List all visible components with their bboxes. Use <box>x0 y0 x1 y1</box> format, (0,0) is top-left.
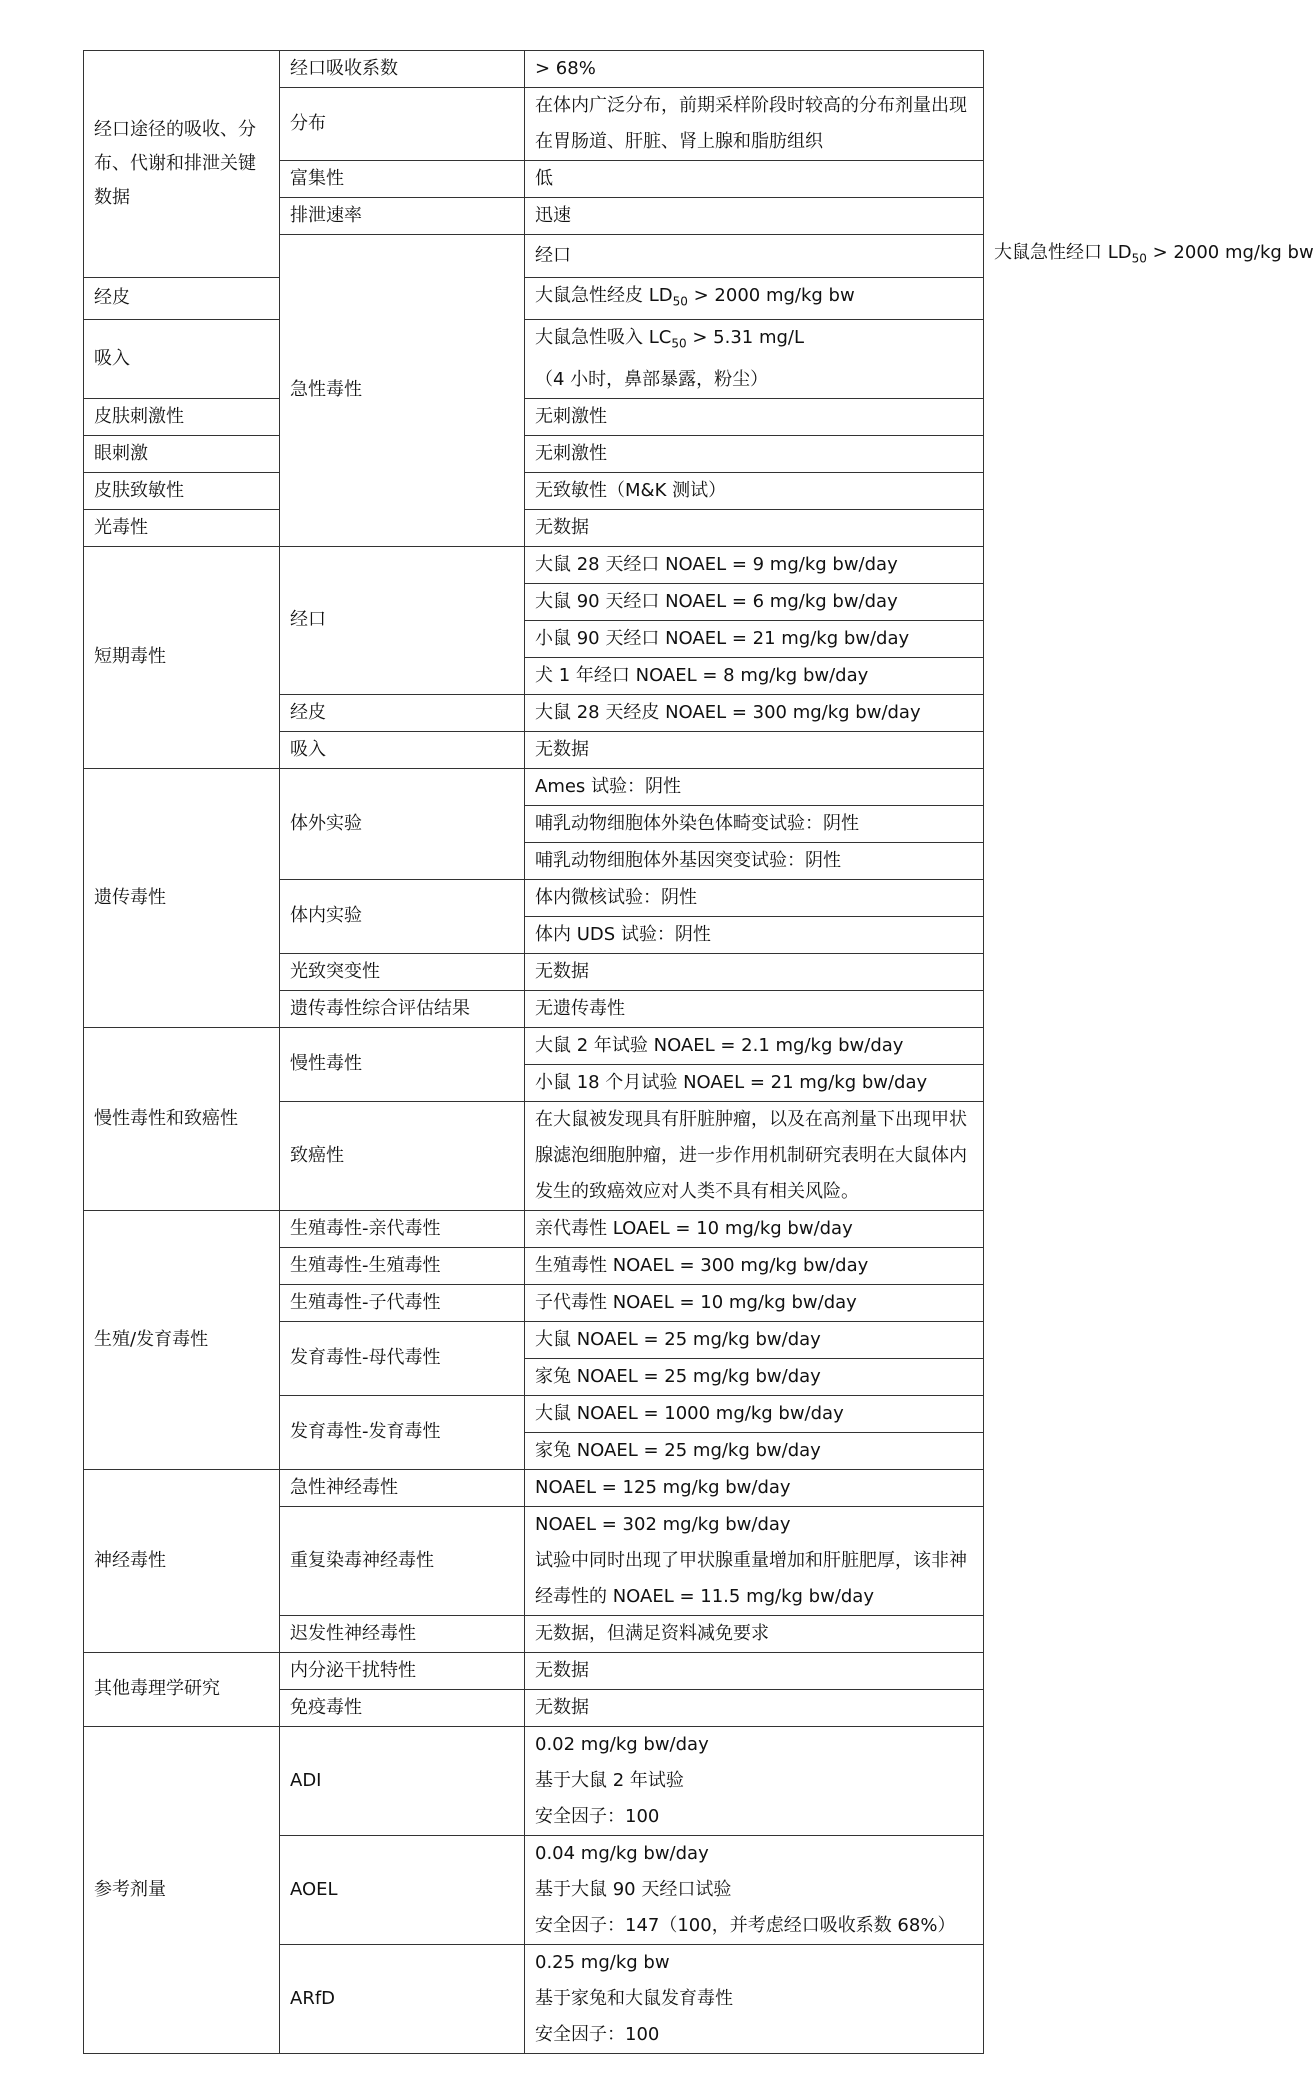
item-cell: 慢性毒性 <box>280 1027 525 1101</box>
item-cell: 重复染毒神经毒性 <box>280 1506 525 1615</box>
value-cell: 小鼠 90 天经口 NOAEL = 21 mg/kg bw/day <box>525 620 984 657</box>
value-cell <box>525 1835 984 1944</box>
value-line: NOAEL = 302 mg/kg bw/day <box>535 1513 791 1535</box>
value-cell <box>525 1506 984 1615</box>
table-row <box>84 1027 984 1064</box>
item-cell: 生殖毒性-亲代毒性 <box>280 1210 525 1247</box>
value-cell <box>525 1726 984 1835</box>
value-cell: 大鼠 2 年试验 NOAEL = 2.1 mg/kg bw/day <box>525 1027 984 1064</box>
value-cell: 家兔 NOAEL = 25 mg/kg bw/day <box>525 1358 984 1395</box>
item-cell: 遗传毒性综合评估结果 <box>280 990 525 1027</box>
item-cell: 体外实验 <box>280 768 525 879</box>
value-line: 安全因子：100 <box>535 2023 660 2045</box>
table-row <box>84 768 984 805</box>
table-row <box>84 472 984 509</box>
value-cell: 体内 UDS 试验：阴性 <box>525 916 984 953</box>
item-cell: AOEL <box>280 1835 525 1944</box>
table-row <box>84 435 984 472</box>
value-line: 0.02 mg/kg bw/day <box>535 1733 709 1755</box>
value-cell: 无数据，但满足资料减免要求 <box>525 1615 984 1652</box>
item-cell: 经口吸收系数 <box>280 51 525 88</box>
value-cell: 无数据 <box>525 1689 984 1726</box>
value-line: 大鼠急性吸入 $LC_{50} > 5.31$ mg/L <box>535 327 805 351</box>
table-row <box>84 1469 984 1506</box>
value-cell: 大鼠 NOAEL = 1000 mg/kg bw/day <box>525 1395 984 1432</box>
item-cell: 内分泌干扰特性 <box>280 1652 525 1689</box>
category-cell: 经口途径的吸收、分布、代谢和排泄关键数据 <box>84 51 280 278</box>
item-cell: 生殖毒性-子代毒性 <box>280 1284 525 1321</box>
category-cell: 参考剂量 <box>84 1726 280 2053</box>
category-cell: 生殖/发育毒性 <box>84 1210 280 1469</box>
item-cell: 吸入 <box>84 320 280 399</box>
table-row <box>84 398 984 435</box>
value-line: 安全因子：100 <box>535 1805 660 1827</box>
value-cell: 哺乳动物细胞体外染色体畸变试验：阴性 <box>525 805 984 842</box>
table-row <box>84 1210 984 1247</box>
category-cell: 遗传毒性 <box>84 768 280 1027</box>
table-row <box>84 546 984 583</box>
item-cell: 皮肤刺激性 <box>84 398 280 435</box>
value-line: 0.25 mg/kg bw <box>535 1951 670 1973</box>
item-cell: 排泄速率 <box>280 198 525 235</box>
item-cell: 发育毒性-母代毒性 <box>280 1321 525 1395</box>
value-cell: 低 <box>525 161 984 198</box>
value-cell: 在体内广泛分布，前期采样阶段时较高的分布剂量出现在胃肠道、肝脏、肾上腺和脂肪组织 <box>525 88 984 161</box>
value-cell: 犬 1 年经口 NOAEL = 8 mg/kg bw/day <box>525 657 984 694</box>
value-cell: 大鼠 90 天经口 NOAEL = 6 mg/kg bw/day <box>525 583 984 620</box>
value-cell <box>525 320 984 399</box>
value-cell: 体内微核试验：阴性 <box>525 879 984 916</box>
item-cell: 急性神经毒性 <box>280 1469 525 1506</box>
table-row <box>84 320 984 399</box>
category-cell: 慢性毒性和致癌性 <box>84 1027 280 1210</box>
value-cell: 家兔 NOAEL = 25 mg/kg bw/day <box>525 1432 984 1469</box>
table-row <box>84 1652 984 1689</box>
value-cell: NOAEL = 125 mg/kg bw/day <box>525 1469 984 1506</box>
item-cell: 光毒性 <box>84 509 280 546</box>
item-cell: 富集性 <box>280 161 525 198</box>
item-cell: 经皮 <box>84 277 280 320</box>
table-row <box>84 509 984 546</box>
value-cell: 无遗传毒性 <box>525 990 984 1027</box>
table-row <box>84 51 984 88</box>
item-cell: ADI <box>280 1726 525 1835</box>
value-cell: 在大鼠被发现具有肝脏肿瘤，以及在高剂量下出现甲状腺滤泡细胞肿瘤，进一步作用机制研究表明在大鼠体内发生的致癌效应对人类不具有相关风险。 <box>525 1101 984 1210</box>
value-cell: 亲代毒性 LOAEL = 10 mg/kg bw/day <box>525 1210 984 1247</box>
item-cell: 皮肤致敏性 <box>84 472 280 509</box>
item-cell: ARfD <box>280 1944 525 2053</box>
value-line: 基于大鼠 2 年试验 <box>535 1769 684 1791</box>
category-cell: 神经毒性 <box>84 1469 280 1652</box>
item-cell: 经皮 <box>280 694 525 731</box>
table-row <box>84 277 984 320</box>
value-cell: 无数据 <box>525 953 984 990</box>
value-cell: 大鼠 NOAEL = 25 mg/kg bw/day <box>525 1321 984 1358</box>
value-cell <box>525 1944 984 2053</box>
item-cell: 生殖毒性-生殖毒性 <box>280 1247 525 1284</box>
value-line: 基于大鼠 90 天经口试验 <box>535 1878 732 1900</box>
category-cell: 短期毒性 <box>84 546 280 768</box>
value-cell: 哺乳动物细胞体外基因突变试验：阴性 <box>525 842 984 879</box>
value-cell: 无刺激性 <box>525 435 984 472</box>
value-cell: 大鼠 28 天经皮 NOAEL = 300 mg/kg bw/day <box>525 694 984 731</box>
category-cell: 急性毒性 <box>280 235 525 547</box>
value-cell: Ames 试验：阴性 <box>525 768 984 805</box>
item-cell: 迟发性神经毒性 <box>280 1615 525 1652</box>
table-row <box>84 1726 984 1835</box>
value-cell: 无刺激性 <box>525 398 984 435</box>
value-cell: 无数据 <box>525 509 984 546</box>
item-cell: 致癌性 <box>280 1101 525 1210</box>
item-cell: 吸入 <box>280 731 525 768</box>
value-line: 0.04 mg/kg bw/day <box>535 1842 709 1864</box>
item-cell: 免疫毒性 <box>280 1689 525 1726</box>
item-cell: 眼刺激 <box>84 435 280 472</box>
item-cell: 光致突变性 <box>280 953 525 990</box>
value-cell: 小鼠 18 个月试验 NOAEL = 21 mg/kg bw/day <box>525 1064 984 1101</box>
value-line: 基于家兔和大鼠发育毒性 <box>535 1987 733 2009</box>
value-cell: 子代毒性 NOAEL = 10 mg/kg bw/day <box>525 1284 984 1321</box>
value-line: 安全因子：147（100，并考虑经口吸收系数 68%） <box>535 1914 956 1936</box>
value-cell: 大鼠 28 天经口 NOAEL = 9 mg/kg bw/day <box>525 546 984 583</box>
value-cell: 大鼠急性经皮 $LD_{50} > 2000$ mg/kg bw <box>525 277 984 320</box>
value-cell: 无致敏性（M&K 测试） <box>525 472 984 509</box>
value-cell: > 68% <box>525 51 984 88</box>
item-cell: 体内实验 <box>280 879 525 953</box>
item-cell: 经口 <box>280 546 525 694</box>
value-cell: 迅速 <box>525 198 984 235</box>
value-cell: 生殖毒性 NOAEL = 300 mg/kg bw/day <box>525 1247 984 1284</box>
toxicology-table <box>83 50 1314 2054</box>
value-cell: 无数据 <box>525 731 984 768</box>
item-cell: 经口 <box>525 235 984 278</box>
value-cell: 无数据 <box>525 1652 984 1689</box>
item-cell: 发育毒性-发育毒性 <box>280 1395 525 1469</box>
value-line: 试验中同时出现了甲状腺重量增加和肝脏肥厚，该非神经毒性的 NOAEL = 11.5 mg/kg bw/day <box>535 1549 967 1607</box>
category-cell: 其他毒理学研究 <box>84 1652 280 1726</box>
value-line: （4 小时，鼻部暴露，粉尘） <box>535 368 769 390</box>
item-cell: 分布 <box>280 88 525 161</box>
table-row: 急性毒性 经口 大鼠急性经口 $LD_{50} > 2000$ mg/kg bw <box>84 235 984 278</box>
